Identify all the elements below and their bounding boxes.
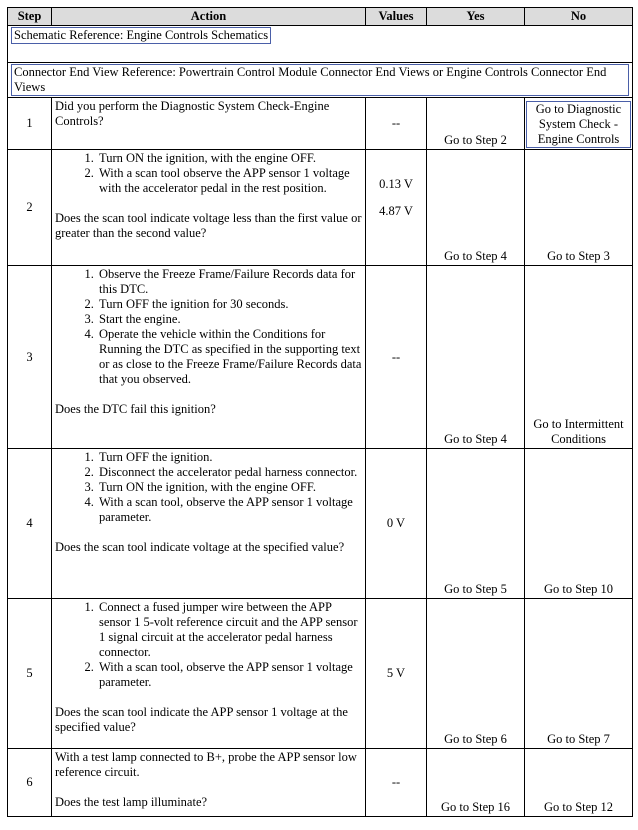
instruction-item: 1. Observe the Freeze Frame/Failure Records data for this DTC. (97, 267, 362, 297)
step-number: 4 (8, 449, 52, 599)
question: Does the DTC fail this ignition? (55, 402, 216, 416)
header-values: Values (366, 8, 427, 26)
step-number: 2 (8, 150, 52, 266)
question: Does the scan tool indicate voltage at the specified value? (55, 540, 345, 554)
step-number: 6 (8, 749, 52, 817)
instruction-list (55, 450, 362, 525)
value-cell: 0 V (366, 449, 427, 599)
instruction-item: 1. Turn OFF the ignition. (97, 450, 362, 465)
no-cell (525, 449, 633, 599)
no-cell (525, 150, 633, 266)
table-row (8, 749, 633, 817)
table-row (8, 266, 633, 449)
value-cell: 5 V (366, 599, 427, 749)
schematic-ref-row (8, 26, 633, 63)
action-cell (52, 150, 366, 266)
no-cell (525, 266, 633, 449)
instruction-item: 1. Turn ON the ignition, with the engine OFF. (97, 151, 362, 166)
yes-link[interactable]: Go to Step 2 (444, 133, 507, 147)
diagnostic-table (7, 7, 633, 817)
header-no: No (525, 8, 633, 26)
action-cell (52, 749, 366, 817)
schematic-reference-link[interactable]: Schematic Reference: Engine Controls Schematics (11, 27, 271, 44)
no-link[interactable]: Go to Step 3 (547, 249, 610, 263)
instruction-item: 4. With a scan tool, observe the APP sensor 1 voltage parameter. (97, 495, 362, 525)
no-link[interactable]: Go to Step 7 (547, 732, 610, 746)
no-link[interactable]: Go to Intermittent Conditions (533, 417, 624, 446)
connector-ref-row (8, 63, 633, 98)
action-cell (52, 599, 366, 749)
yes-link[interactable]: Go to Step 6 (444, 732, 507, 746)
yes-cell (427, 599, 525, 749)
header-row (8, 8, 633, 26)
header-action: Action (52, 8, 366, 26)
header-yes: Yes (427, 8, 525, 26)
no-link[interactable]: Go to Diagnostic System Check - Engine Controls (526, 101, 631, 148)
yes-cell (427, 449, 525, 599)
question: Does the scan tool indicate voltage less than the first value or greater than the second value? (55, 211, 362, 240)
header-step: Step (8, 8, 52, 26)
action-cell: Did you perform the Diagnostic System Check-Engine Controls? (52, 98, 366, 150)
value-min: 0.13 V (379, 177, 413, 191)
no-link[interactable]: Go to Step 10 (543, 582, 614, 596)
action-cell (52, 449, 366, 599)
value-cell: -- (366, 266, 427, 449)
instruction-list (55, 151, 362, 196)
instruction-item: 2. Disconnect the accelerator pedal harness connector. (97, 465, 362, 480)
step-number: 3 (8, 266, 52, 449)
yes-cell (427, 749, 525, 817)
instruction-item: 4. Operate the vehicle within the Conditions for Running the DTC as specified in the supporting text or as close to the Freeze Frame/Failure Records data that you observed. (97, 327, 362, 387)
no-cell (525, 599, 633, 749)
value-cell (366, 150, 427, 266)
step-number: 5 (8, 599, 52, 749)
instruction-item: 3. Turn ON the ignition, with the engine OFF. (97, 480, 362, 495)
value-cell: -- (366, 98, 427, 150)
instruction-item: 2. With a scan tool observe the APP sensor 1 voltage with the accelerator pedal in the rest position. (97, 166, 362, 196)
no-cell (525, 749, 633, 817)
no-link[interactable]: Go to Step 12 (543, 800, 614, 814)
instruction-item: 3. Start the engine. (97, 312, 362, 327)
question: Does the test lamp illuminate? (55, 795, 208, 809)
instruction-list (55, 600, 362, 690)
instruction-item: 2. With a scan tool, observe the APP sensor 1 voltage parameter. (97, 660, 362, 690)
question: Does the scan tool indicate the APP sensor 1 voltage at the specified value? (55, 705, 348, 734)
yes-link[interactable]: Go to Step 4 (444, 432, 507, 446)
yes-link[interactable]: Go to Step 5 (444, 582, 507, 596)
table-row (8, 98, 633, 150)
yes-cell (427, 150, 525, 266)
instruction-text: With a test lamp connected to B+, probe the APP sensor low reference circuit. (55, 750, 357, 779)
yes-cell (427, 98, 525, 150)
table-row (8, 449, 633, 599)
step-number: 1 (8, 98, 52, 150)
table-row (8, 150, 633, 266)
action-cell (52, 266, 366, 449)
connector-reference-link[interactable]: Connector End View Reference: Powertrain Control Module Connector End Views or Engine Controls Connector End Views (11, 64, 629, 96)
yes-cell (427, 266, 525, 449)
yes-link[interactable]: Go to Step 4 (444, 249, 507, 263)
no-cell (525, 98, 633, 150)
value-max: 4.87 V (379, 204, 413, 218)
instruction-list (55, 267, 362, 387)
yes-link[interactable]: Go to Step 16 (440, 800, 511, 814)
value-cell: -- (366, 749, 427, 817)
table-row (8, 599, 633, 749)
instruction-item: 1. Connect a fused jumper wire between the APP sensor 1 5-volt reference circuit and the APP sensor 1 signal circuit at the accelerator pedal harness connector. (97, 600, 362, 660)
instruction-item: 2. Turn OFF the ignition for 30 seconds. (97, 297, 362, 312)
